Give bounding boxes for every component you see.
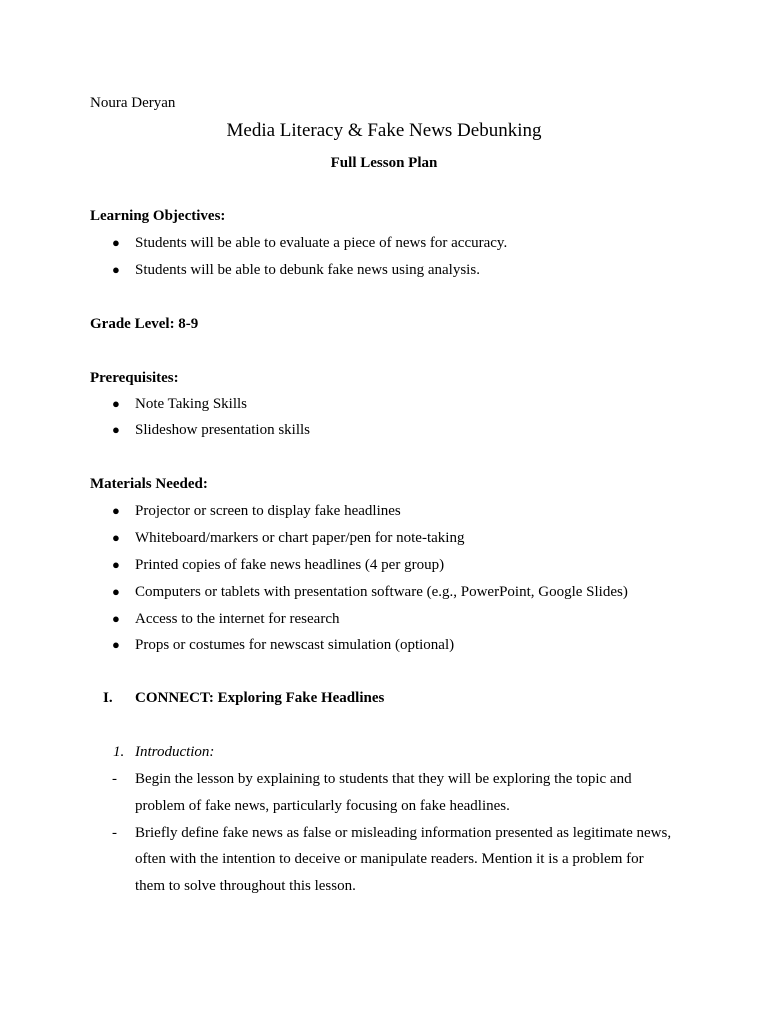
list-item-text: Whiteboard/markers or chart paper/pen for note-taking — [135, 530, 465, 546]
list-item-text: Note Taking Skills — [135, 396, 248, 412]
list-item-text: Students will be able to evaluate a piece of news for accuracy. — [135, 235, 508, 251]
bullet-icon: ● — [112, 235, 120, 250]
bullet-icon: ● — [112, 530, 120, 545]
prerequisites-heading: Prerequisites: — [90, 370, 179, 386]
bullet-icon: ● — [112, 637, 120, 652]
bullet-icon: ● — [112, 611, 120, 626]
grade-level: Grade Level: 8-9 — [90, 316, 199, 332]
subsection-number: 1. — [113, 744, 125, 760]
bullet-icon: ● — [112, 422, 120, 437]
list-item-text: Projector or screen to display fake headlines — [135, 503, 401, 519]
document-title: Media Literacy & Fake News Debunking — [226, 120, 542, 141]
list-item-text: Computers or tablets with presentation software (e.g., PowerPoint, Google Slides) — [135, 584, 628, 600]
materials-heading: Materials Needed: — [90, 476, 208, 492]
list-item-text: Slideshow presentation skills — [135, 422, 310, 438]
paragraph-line: often with the intention to deceive or manipulate readers. Mention it is a problem for — [135, 851, 644, 867]
dash-marker: - — [112, 771, 117, 787]
list-item-text: Access to the internet for research — [135, 611, 340, 627]
subsection-heading: Introduction: — [135, 744, 215, 760]
author-name: Noura Deryan — [90, 95, 176, 111]
list-item-text: Printed copies of fake news headlines (4 per group) — [135, 557, 445, 573]
learning-objectives-heading: Learning Objectives: — [90, 208, 226, 224]
paragraph-line: them to solve throughout this lesson. — [135, 878, 356, 894]
bullet-icon: ● — [112, 557, 120, 572]
bullet-icon: ● — [112, 396, 120, 411]
dash-marker: - — [112, 825, 117, 841]
section-heading: CONNECT: Exploring Fake Headlines — [135, 690, 385, 706]
paragraph-line: problem of fake news, particularly focusing on fake headlines. — [135, 798, 510, 814]
paragraph-line: Begin the lesson by explaining to students that they will be exploring the topic and — [135, 771, 632, 787]
bullet-icon: ● — [112, 262, 120, 277]
paragraph-line: Briefly define fake news as false or misleading information presented as legitimate news, — [135, 825, 672, 841]
document-subtitle: Full Lesson Plan — [330, 155, 438, 171]
bullet-icon: ● — [112, 584, 120, 599]
list-item-text: Students will be able to debunk fake news using analysis. — [135, 262, 480, 278]
section-numeral: I. — [103, 690, 113, 706]
list-item-text: Props or costumes for newscast simulation (optional) — [135, 637, 455, 653]
bullet-icon: ● — [112, 503, 120, 518]
